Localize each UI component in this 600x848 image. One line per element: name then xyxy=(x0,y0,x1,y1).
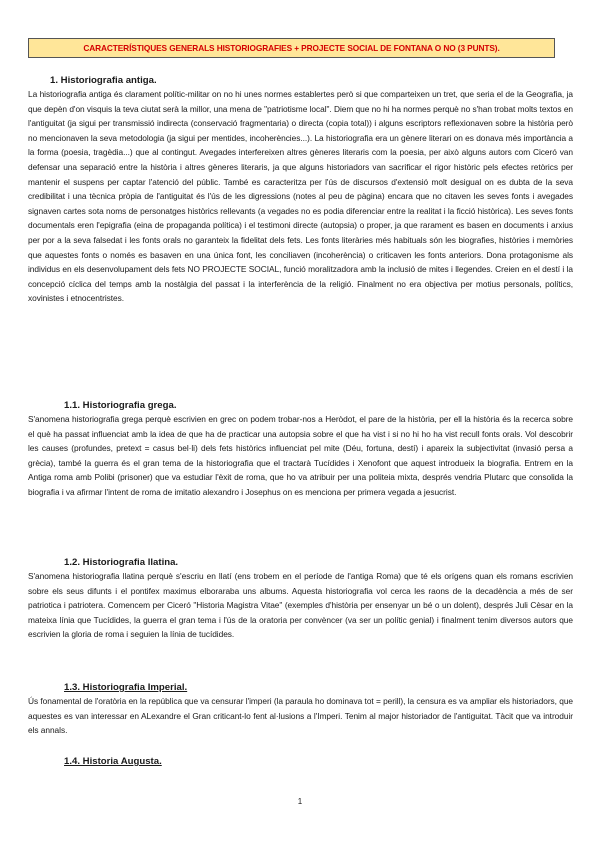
section-historiografia-llatina xyxy=(28,556,573,642)
section-paragraph: S'anomena historiografia grega perquè escrivien en grec on podem trobar-nos a Heròdot, el pare de la història, per ell la història és la recerca sobre el què ha passat influenciat amb la idea de que ha de practicar una autopsia sobre el que ha vist i si no hi ho ha vist recull fonts orals. Vol descobrir les causes (profundes, pretext = casus bel·li) dels fets històrics influenciat pel mite (Déu, fortuna, destí) i apareix la subjectivitat (invasió persa a grècia), també la guerra és el gran tema de la historiografia que el tractarà Tucídides i Xenofont que aquest introdueix la biografia. Entrem en la Antiga roma amb Polibi (prisoner) que va estudiar l'èxit de roma, que ho va atribuir per una politeia mixta, després vendria Plutarc que consolida la biografia i va afirmar l'intent de roma de imitatio alexandro i Josephus on es menciona per primera vegada a jesucrist. xyxy=(28,414,573,497)
section-heading: 1.1. Historiografia grega. xyxy=(64,400,177,411)
page-number: 1 xyxy=(297,797,303,806)
section-heading: 1. Historiografia antiga. xyxy=(50,75,157,86)
section-heading: 1.4. Historia Augusta. xyxy=(64,756,162,767)
section-paragraph: S'anomena historiografia llatina perquè s'escriu en llatí (ens trobem en el període de l'antiga Roma) que té els orígens quan els romans escrivien sobre els seus difunts i el pontifex maximus elboraraba uns albums. Aquesta historiografia vol cerca les raons de la decadència a més de ser patriotica i patriotera. Comencem per Ciceró "Historia Magistra Vitae" (exemples d'història per ensenyar un bé o un dolent), després Juli Cèsar en la mateixa línia que Tucídides, la guerra el gran tema i l'ús de la oratoria per convèncer (va ser un polític genial) i finalment tenim diversos autors que escrivien la gloria de roma i seguien la línia de tucídides. xyxy=(28,571,573,640)
section-heading: 1.3. Historiografia Imperial. xyxy=(64,682,188,693)
section-historia-augusta xyxy=(28,755,573,768)
section-historiografia-grega xyxy=(28,399,573,500)
document-title: CARACTERÍSTIQUES GENERALS HISTORIOGRAFIES + PROJECTE SOCIAL DE FONTANA O NO (3 PUNTS). xyxy=(83,43,500,53)
section-historiografia-imperial xyxy=(28,681,573,738)
section-paragraph: La historiografia antiga és clarament polític-militar on no hi unes normes establertes però si que comparteixen un tret, que seria el de la Geografia, ja que depèn d'on visquis la teva ciutat serà la millor, una mena de "patriotisme local". Diem que no hi ha normes perquè no s'han trobat molts textos en l'antiguitat (ja sigui per transmissió indirecta (conservació fragmentaria) o directa (copia total)) i alguns escriptors reflexionaven sobre la història però no mencionaven la seva metodologia (ja sigui per mentides, incoherències...). La historiografia era un gènere literari on es donava més importància a la forma (poesia, tragèdia...) que al contingut. Avegades interfereixen altres gèneres literaris com la poesia, per això alguns autors com Ciceró van defensar una separació entre la història i altres gèneres literaris, ja que alguns historiadors van sacrificar el rigor històric pels efectes retòrics per mantenir el suspens per captar l'atenció del públic. També es caracteritza per l'ús de discursos d'extensió molt desigual on es dubta de la seva credibilitat i una tècnica pròpia de l'antiguitat és l'ús de les digressions (notes al peu de pàgina) encara que no citaven les seves fonts i avegades signaven cartes sota noms de personatges històrics rellevants (a vegades no es podia diferenciar entre la realitat i la ficció històrica). Les seves fonts documentals eren l'epigrafia (eina de propaganda política) i el testimoni directe (autopsia) o proper, ja que rarament es basen en documents i arxius per por a la seva falsedat i les fonts orals no garanteix la fidelitat dels fets. Les fonts literàries més habituals són les biografies, històries i memòries que aquestes fonts o només es basaven en una única font, les conciliaven (incoherència) o criticaven les fonts anteriors. Dona protagonisme als individus en els desenvolupament dels fets NO PROJECTE SOCIAL, funció moralitzadora amb la inclusió de mites i llegendes. Creien en el destí i la concepció cíclica del temps amb la nostàlgia del passat i la interferència de la religió. Finalment no era objectiva per motius personals, polítics, xovinistes i etnocentristes. xyxy=(28,89,573,304)
title-banner xyxy=(28,38,555,58)
section-historiografia-antiga xyxy=(28,74,573,306)
section-paragraph: Ús fonamental de l'oratòria en la república que va censurar l'imperi (la paraula ho dominava tot = perill), la censura es va ampliar els historiadors, que aquestes es van interessar en ALexandre el Gran criticant-lo fent al·lusions a l'Imperi. Tenim al major historiador de l'antiguitat. Tàcit que va introduir els annals. xyxy=(28,696,573,736)
section-heading: 1.2. Historiografia llatina. xyxy=(64,557,179,568)
